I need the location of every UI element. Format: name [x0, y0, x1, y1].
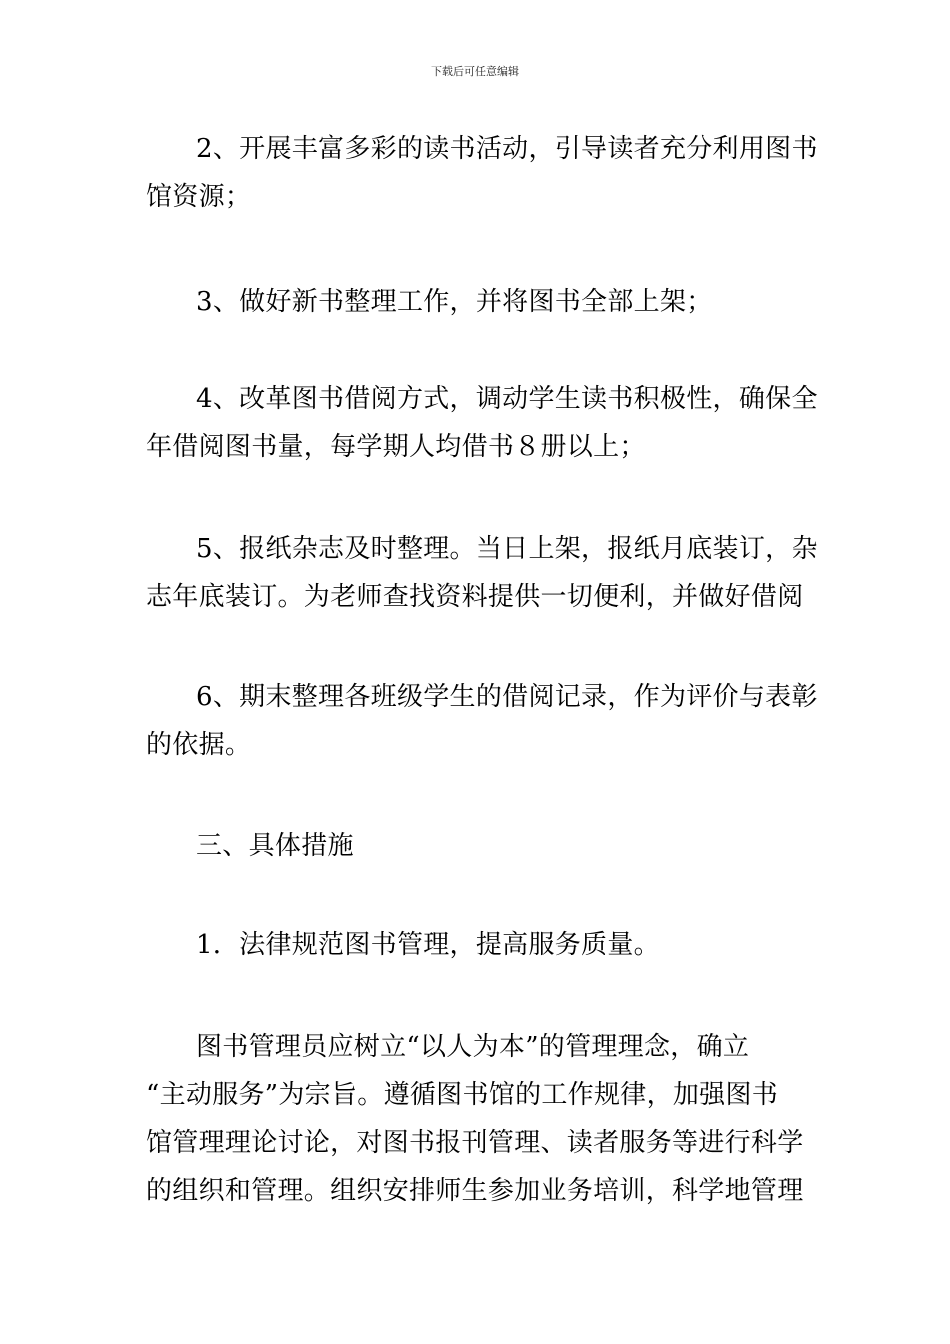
paragraph-line: 馆资源；	[146, 182, 252, 212]
paragraph-line: 6、期末整理各班级学生的借阅记录，作为评价与表彰	[196, 682, 818, 712]
subsection-heading-text: 1．法律规范图书管理，提高服务质量。	[196, 930, 660, 960]
section-heading	[146, 822, 810, 870]
paragraph-line: 年借阅图书量，每学期人均借书８册以上；	[146, 432, 646, 462]
paragraph-item-3	[146, 278, 810, 326]
paragraph-line: 志年底装订。为老师查找资料提供一切便利，并做好借阅	[146, 582, 804, 612]
page-header: 下载后可任意编辑	[431, 65, 519, 78]
paragraph-item-5	[146, 525, 818, 621]
paragraph-line: 4、改革图书借阅方式，调动学生读书积极性，确保全	[196, 384, 818, 414]
paragraph-line: 馆管理理论讨论，对图书报刊管理、读者服务等进行科学	[146, 1128, 804, 1158]
paragraph-line: 5、报纸杂志及时整理。当日上架，报纸月底装订，杂	[196, 534, 818, 564]
paragraph-line: “主动服务”为宗旨。遵循图书馆的工作规律，加强图书	[146, 1080, 779, 1110]
section-heading-text: 三、具体措施	[196, 831, 354, 861]
paragraph-line: 2、开展丰富多彩的读书活动，引导读者充分利用图书	[196, 134, 818, 164]
paragraph-item-2	[146, 125, 818, 221]
paragraph-item-6	[146, 673, 818, 769]
paragraph-line: 的依据。	[146, 730, 252, 760]
subsection-heading	[146, 921, 810, 969]
paragraph-line: 图书管理员应树立“以人为本”的管理理念，确立	[196, 1032, 750, 1062]
paragraph-line: 3、做好新书整理工作，并将图书全部上架；	[196, 287, 713, 317]
body-paragraph	[146, 1023, 810, 1215]
paragraph-line: 的组织和管理。组织安排师生参加业务培训，科学地管理	[146, 1176, 804, 1206]
paragraph-item-4	[146, 375, 818, 471]
